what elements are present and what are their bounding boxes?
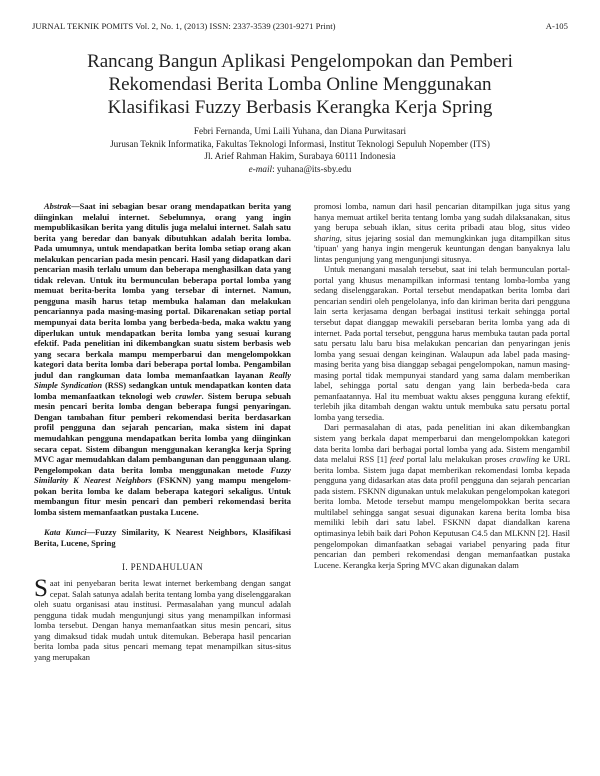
right-column	[314, 201, 570, 570]
abstract-term-fuzzy: Fuzzy Similarity K Nearest Neighbors	[34, 464, 291, 486]
abstract	[34, 201, 291, 517]
paragraph-2: Untuk menangani masalah tersebut, saat ini telah bermunculan portal-portal yang khusus menampilkan informasi tentang lomba-lomba yang sedang diselenggarakan. Portal tersebut mendapatkan berita lomba dari pencarian sendiri oleh pengelolanya, info dan kiriman berita dari pengguna lain serta kerjasama dengan berbagai institusi terkait sehingga portal tersebut dapat dianggap mewakili persebaran berita lomba yang ada di internet. Pada portal tersebut, pengguna harus membuka tautan pada portal satu persatu lalu baru bisa melakukan pencarian dan penyaringan jenis lomba yang sesuai dengan keinginan. Walaupun ada label pada masing-masing berita yang bisa dianggap sebagai pengelompokan, namun masing-masing portal tidak mempunyai standard yang sama dalam memberikan label, sehingga portal satu dengan yang lain berbeda-beda cara pemanfaatannya. Hal itu membuat waktu akses pengguna kurang efektif, terlebih jika ditambah dengan waktu untuk membuka satu persatu portal lomba yang tersedia.	[314, 264, 570, 422]
author-block	[32, 125, 568, 175]
intro-text: aat ini penyebaran berita lewat internet berkembang dengan sangat cepat. Salah satunya adalah berita tentang lomba yang diselenggarakan oleh suatu organisasi atau institusi. Permasalahan yang muncul adalah pengguna tidak mudah mengunjungi situs yang menampilkan informasi lomba tersebut. Dengan hanya memanfaatkan situs mesin pencari, situs yang dimaksud tidak mudah untuk ditemukan. Beberapa hasil pencarian berita lomba pada situs pencari memang tepat menampilkan situs-situs yang merupakan	[34, 578, 291, 662]
abstract-term-rss: Really Simple Syndication	[34, 369, 291, 391]
paper-title	[32, 50, 568, 119]
paragraph-1	[314, 201, 570, 264]
p3-text-b: portal lalu melakukan proses	[403, 454, 510, 465]
abstract-text: —Saat ini sebagian besar orang mendapatkan berita yang diinginkan melalui internet. Sebelumnya, orang yang ingin mempublikasikan berita yang ditulis juga melalui internet. Salah satu berita yang beredar dan banyak dibutuhkan adalah berita lomba. Pada umumnya, untuk mendapatkan berita lomba setiap orang akan melakukan pencarian pada mesin pencari. Hasil yang didapatkan dari pencarian masih terlalu umum dan beberapa menghasilkan data yang tidak relevan. Untuk itu bermunculan beberapa portal lomba yang memuat berita-berita lomba yang tersebar di internet. Namun, pengguna masih harus tetap membuka halaman dan melakukan pencariannya pada masing-masing portal. Dikarenakan setiap portal mempunyai data berita lomba yang berbeda-beda, maka waktu yang diperlukan untuk mendapatkan berita lomba yang sesuai kurang efektif. Pada penelitian ini dikembangkan suatu sistem berbasis web yang secara berkala mampu memperbarui dan mengelompokkan kategori data berita lomba dari beberapa portal lomba. Pengambilan judul dan rangkuman data lomba memanfaatkan layanan	[34, 201, 291, 380]
p3-text-a: Dari permasalahan di atas, pada penelitian ini akan dikembangkan sistem yang berkala dapat memperbarui dan mengelompokkan kategori data berita lomba dari berbagai portal lomba yang ada. Sistem mengambil data melalui RSS [1]	[314, 422, 570, 465]
p3-text-c: ke URL berita lomba. Sistem juga dapat memberikan rekomendasi lomba kepada pengguna yang didasarkan atas data profil pengguna dan sejarah pencarian pada sistem. FSKNN digunakan untuk melakukan pengelompokan kategori berita lomba. Metode tersebut mampu mengelompokkan berita secara multilabel sehingga sangat sesuai digunakan karena berita lomba bisa memiliki lebih dari satu label. FSKNN dapat diandalkan karena optimasinya lebih baik dari Pohon Keputusan C4.5 dan MLKNN [2]. Hasil pengelompokan dimanfaatkan sebagai variabel penyaring pada fitur pencarian dan pemberi rekomendasi dengan memanfaatkan pustaka Lucene. Kerangka kerja Spring MVC akan digunakan dalam	[314, 454, 570, 570]
author-affiliation: Jurusan Teknik Informatika, Fakultas Teknologi Informasi, Institut Teknologi Sepuluh Nopember (ITS)	[110, 138, 490, 149]
keywords-label: Kata Kunci	[44, 527, 87, 538]
intro-paragraph	[34, 575, 291, 662]
email-label: e-mail	[248, 163, 273, 174]
abstract-term-crawler: crawler	[175, 390, 202, 401]
author-names: Febri Fernanda, Umi Laili Yuhana, dan Diana Purwitasari	[193, 126, 407, 136]
abstract-text-2: (RSS) sedangkan untuk mendapatkan konten data lomba memanfaatkan teknologi web	[34, 380, 291, 401]
title-line-1: Rancang Bangun Aplikasi Pengelompokan dan Pemberi	[87, 51, 513, 72]
abstract-label: Abstrak	[44, 201, 72, 211]
running-header	[32, 21, 568, 31]
page-number: A-105	[545, 21, 568, 31]
drop-cap: S	[34, 575, 48, 603]
p1-text-a: promosi lomba, namun dari hasil pencarian ditampilkan juga situs yang hanya memuat artikel berita tentang lomba yang sudah dilaksanakan, situs yang berupa sebuah iklan, situs cerita pribadi atau blog, situs video	[314, 201, 570, 233]
journal-info: JURNAL TEKNIK POMITS Vol. 2, No. 1, (2013) ISSN: 2337-3539 (2301-9271 Print)	[32, 21, 336, 31]
keywords-text: —Fuzzy Similarity, K Nearest Neighbors, Klasifikasi Berita, Lucene, Spring	[34, 527, 291, 548]
section-heading: I. PENDAHULUAN	[121, 561, 204, 572]
p1-term-sharing: sharing	[314, 232, 340, 243]
paragraph-3	[314, 422, 570, 570]
author-email-line	[32, 163, 568, 176]
author-address: Jl. Arief Rahman Hakim, Surabaya 60111 Indonesia	[204, 151, 396, 162]
p3-term-feed: feed	[389, 454, 404, 465]
abstract-text-3: . Sistem berupa sebuah mesin pencari berita lomba dengan beberapa fungsi penyaringan. Dengan tambahan fitur pemberi rekomendasi berita berdasarkan profil pengguna dan sejarah pencarian, maka sistem ini dapat memudahkan pengguna mendapatkan berita lomba yang diinginkan secara cepat. Sistem dibangun menggunakan kerangka kerja Spring MVC agar memudahkan dalam pembangunan dan penggunaan ulang. Pengelompokan data berita lomba menggunakan metode	[34, 390, 292, 475]
keywords	[34, 527, 291, 548]
p3-term-crawling: crawling	[509, 454, 540, 465]
title-line-2: Rekomendasi Berita Lomba Online Menggunakan	[108, 74, 492, 95]
left-column	[34, 201, 291, 662]
author-email: : yuhana@its-sby.edu	[272, 163, 352, 174]
p1-text-b: , situs jejaring sosial dan memungkinkan juga ditampilkan situs 'tipuan' yang hanya ingin mengeruk keuntungan dengan banyaknya lalu lintas pengunjung yang mengunjungi situsnya.	[314, 232, 570, 264]
title-line-3: Klasifikasi Fuzzy Berbasis Kerangka Kerja Spring	[107, 97, 493, 118]
abstract-text-4: (FSKNN) yang mampu mengelom-pokan berita lomba ke dalam beberapa kategori sekaligus. Untuk membangun fitur mesin pencari dan pemberi rekomendasi berita lomba sistem memanfaatkan pustaka Lucene.	[34, 475, 291, 517]
